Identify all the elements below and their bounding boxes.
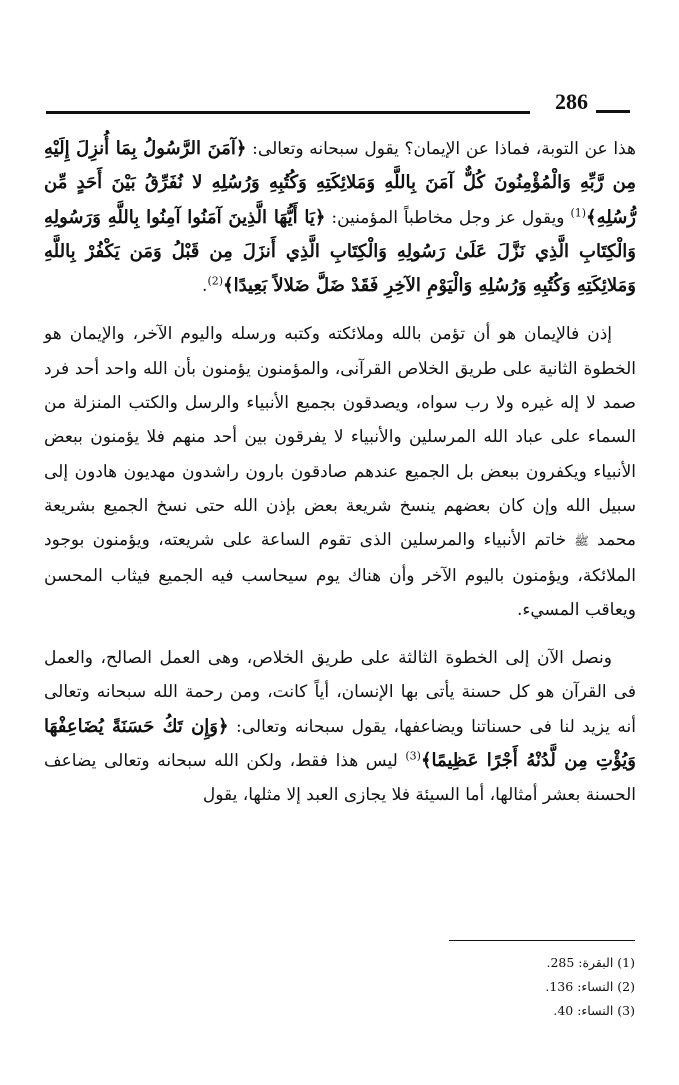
text-run: إذن فالإيمان هو أن تؤمن بالله وملائكته وكتبه ورسله واليوم الآخر، والإيمان هو الخطوة الثانية على طريق الخلاص القرآنى، والمؤمنون يؤمنون بأن الله واحد أحد فرد صمد لا إله غيره ولا رب سواه، ويصدقون بجميع الأنبياء والرسل والكتب المنزلة من السماء على عباد الله المرسلين والأنبياء لا يفرقون بين أحد منهم فلا يؤمنون ببعض الأنبياء ويكفرون ببعض بل الجميع عندهم صادقون بارون راشدون مهديون هادون إلى سبيل الله وإن كان بعضهم ينسخ شريعة بعض بإذن الله حتى نسخ الجميع بشريعة محمد [44, 324, 636, 551]
text-run: ونصل الآن إلى الخطوة الثالثة على طريق الخلاص، وهى العمل الصالح، والعمل فى القرآن هو كل حسنة يأتى بها الإنسان، أياً كانت، ومن رحمة الله سبحانه وتعالى أنه يزيد لنا فى حسناتنا ويضاعفها، يقول سبحانه وتعالى: [44, 648, 636, 737]
header-dash [596, 110, 630, 113]
quran-verse: ﴿يَا أَيُّهَا الَّذِينَ آمَنُوا آمِنُوا بِاللَّهِ وَرَسُولِهِ وَالْكِتَابِ الَّذِي نَزَّلَ عَلَىٰ رَسُولِهِ وَالْكِتَابِ الَّذِي أَنزَلَ مِن قَبْلُ وَمَن يَكْفُرْ بِاللَّهِ وَمَلائِكَتِهِ وَكُتُبِهِ وَرُسُلِهِ وَالْيَوْمِ الآخِرِ فَقَدْ ضَلَّ ضَلالاً بَعِيدًا﴾ [44, 206, 636, 297]
paragraph [44, 132, 636, 303]
page-number: 286 [555, 89, 588, 114]
paragraph [44, 317, 636, 627]
footnotes [335, 951, 635, 1023]
footnote: (3) النساء: 40. [553, 1003, 635, 1018]
text-run: ليس هذا فقط، ولكن الله سبحانه وتعالى يضاعف الحسنة بعشر أمثالها، أما السيئة فلا يجازى العبد إلا مثلها، يقول [44, 751, 636, 806]
footnote: (1) البقرة: 285. [546, 955, 635, 970]
paragraph [44, 641, 636, 812]
footnote-ref: (3) [405, 749, 421, 763]
footnote-ref: (1) [570, 205, 587, 219]
text-run: خاتم الأنبياء والمرسلين الذى تقوم الساعة على شريعته، ويؤمنون بوجود الملائكة، ويؤمنون باليوم الآخر وأن هناك يوم سيحاسب فيه الجميع فيثاب المحسن ويعاقب المسيء. [44, 530, 636, 620]
body-text [44, 132, 636, 813]
text-run: . [202, 276, 208, 297]
header-rule [46, 111, 530, 114]
text-run: هذا عن التوبة، فماذا عن الإيمان؟ يقول سبحانه وتعالى: [246, 139, 636, 159]
footnote: (2) النساء: 136. [545, 979, 635, 994]
footnote-rule [449, 940, 635, 941]
quran-verse: ﴿آمَنَ الرَّسُولُ بِمَا أُنزِلَ إِلَيْهِ مِن رَّبِّهِ وَالْمُؤْمِنُونَ كُلٌّ آمَنَ بِاللَّهِ وَمَلائِكَتِهِ وَكُتُبِهِ وَرُسُلِهِ لا نُفَرِّقُ بَيْنَ أَحَدٍ مِّن رُّسُلِهِ﴾ [44, 138, 636, 228]
footnote-ref: (2) [207, 274, 224, 288]
text-run: ويقول عز وجل مخاطباً المؤمنين: [325, 207, 571, 228]
pbuh-glyph: ﷺ [574, 534, 589, 549]
quran-verse: ﴿وَإِن تَكُ حَسَنَةً يُضَاعِفْهَا وَيُؤْتِ مِن لَّدُنْهُ أَجْرًا عَظِيمًا﴾ [44, 715, 636, 772]
page-header [46, 88, 630, 118]
